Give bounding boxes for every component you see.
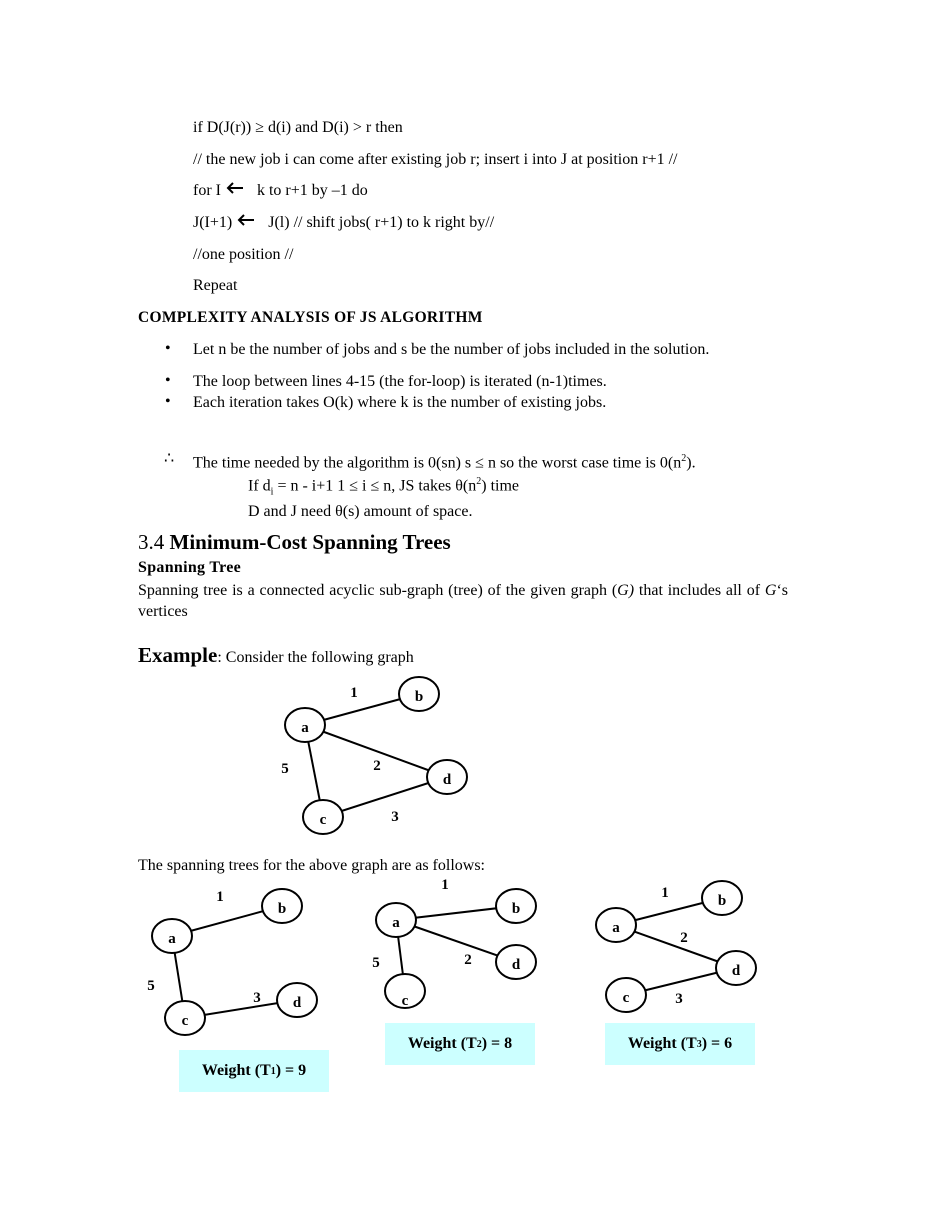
t3-weight-ab: 1 bbox=[661, 885, 669, 901]
if-di-middle: = n - i+1 1 ≤ i ≤ n, JS takes θ(n bbox=[273, 477, 477, 495]
definition-part-2: that includes all of bbox=[634, 582, 765, 599]
t3-weight-text-b: ) = 6 bbox=[701, 1035, 733, 1052]
t2-weight-sub: 2 bbox=[476, 1038, 482, 1050]
bullet-icon: • bbox=[165, 372, 171, 389]
bullet-item-1: Let n be the number of jobs and s be the number of jobs included in the solution. bbox=[193, 341, 710, 358]
t2-weight-ab: 1 bbox=[441, 877, 449, 893]
t1-weight-text-b: ) = 9 bbox=[275, 1062, 307, 1079]
spanning-trees-intro: The spanning trees for the above graph are as follows: bbox=[138, 857, 485, 874]
t3-label-c: c bbox=[622, 990, 630, 1006]
definition-part-1: Spanning tree is a connected acyclic sub-graph (tree) of the given graph ( bbox=[138, 582, 618, 599]
definition-g-2: G bbox=[764, 582, 777, 599]
code-line-4-start: J(I+1) bbox=[193, 214, 233, 231]
t1-label-a: a bbox=[168, 931, 176, 947]
t2-label-a: a bbox=[392, 915, 400, 931]
code-line-4-end: J(l) // shift jobs( r+1) to k right by// bbox=[268, 214, 495, 231]
t3-weight-cd: 3 bbox=[675, 991, 683, 1007]
t3-label-a: a bbox=[612, 920, 620, 936]
t2-weight-text-b: ) = 8 bbox=[481, 1035, 513, 1052]
if-di-start: If d bbox=[248, 477, 271, 495]
t1-label-c: c bbox=[181, 1013, 189, 1029]
node-label-b: b bbox=[414, 689, 424, 705]
t3-label-b: b bbox=[717, 893, 727, 909]
weight-box-t1 bbox=[179, 1050, 329, 1092]
space-line: D and J need θ(s) amount of space. bbox=[248, 503, 473, 520]
section-number: 3.4 bbox=[138, 530, 170, 554]
edge-weight-ad: 2 bbox=[373, 758, 381, 774]
node-label-a: a bbox=[301, 720, 309, 736]
t1-weight-cd: 3 bbox=[253, 990, 261, 1006]
t2-weight-text-a: Weight (T bbox=[407, 1035, 477, 1052]
code-line-3-start: for I bbox=[193, 182, 221, 199]
t1-label-b: b bbox=[277, 901, 287, 917]
code-line-3-end: k to r+1 by –1 do bbox=[256, 182, 368, 199]
worst-case-exponent: 2 bbox=[681, 453, 687, 464]
t1-weight-sub: 1 bbox=[270, 1065, 276, 1077]
node-label-c: c bbox=[319, 812, 327, 828]
node-label-d: d bbox=[442, 772, 452, 788]
example-text: : Consider the following graph bbox=[217, 649, 414, 666]
bullet-icon: • bbox=[165, 393, 171, 410]
t2-weight-ad: 2 bbox=[464, 952, 472, 968]
edge-weight-cd: 3 bbox=[391, 809, 399, 825]
bullet-item-3: Each iteration takes O(k) where k is the number of existing jobs. bbox=[193, 394, 607, 411]
weight-box-t2 bbox=[385, 1023, 535, 1065]
subheading-spanning-tree: Spanning Tree bbox=[138, 559, 242, 576]
weight-box-t3 bbox=[605, 1023, 755, 1065]
bullet-item-2: The loop between lines 4-15 (the for-loop) is iterated (n-1)times. bbox=[193, 373, 607, 390]
t2-label-b: b bbox=[511, 901, 521, 917]
tree-1 bbox=[152, 889, 317, 1035]
code-line-6: Repeat bbox=[193, 277, 238, 294]
t1-label-d: d bbox=[292, 995, 302, 1011]
edge-weight-ac: 5 bbox=[281, 761, 289, 777]
t1-weight-ab: 1 bbox=[216, 889, 224, 905]
if-di-subscript: i bbox=[270, 486, 274, 498]
example-label: Example bbox=[138, 643, 218, 667]
t1-weight-text-a: Weight (T bbox=[201, 1062, 271, 1079]
worst-case-end: ). bbox=[686, 454, 696, 472]
worst-case-text: The time needed by the algorithm is 0(sn) s ≤ n so the worst case time is 0(n bbox=[193, 454, 682, 472]
if-di-exponent: 2 bbox=[476, 476, 482, 487]
complexity-heading: COMPLEXITY ANALYSIS OF JS ALGORITHM bbox=[138, 309, 483, 326]
t2-label-d: d bbox=[511, 957, 521, 973]
t3-weight-ad: 2 bbox=[680, 930, 688, 946]
therefore-symbol: ∴ bbox=[164, 450, 175, 467]
t2-label-c: c bbox=[401, 993, 409, 1009]
code-line-2: // the new job i can come after existing job r; insert i into J at position r+1 // bbox=[193, 151, 678, 168]
t3-label-d: d bbox=[731, 963, 741, 979]
definition-g-1: G) bbox=[617, 582, 635, 599]
section-title: Minimum-Cost Spanning Trees bbox=[169, 530, 451, 554]
code-line-5: //one position // bbox=[193, 246, 294, 263]
definition-part-3: ‘s vertices bbox=[138, 582, 788, 620]
t1-weight-ac: 5 bbox=[147, 978, 155, 994]
t2-weight-ac: 5 bbox=[372, 955, 380, 971]
code-line-1: if D(J(r)) ≥ d(i) and D(i) > r then bbox=[193, 119, 403, 136]
t3-weight-text-a: Weight (T bbox=[627, 1035, 697, 1052]
edge-weight-ab: 1 bbox=[350, 685, 358, 701]
bullet-icon: • bbox=[165, 340, 171, 357]
main-graph bbox=[285, 677, 467, 834]
if-di-end: ) time bbox=[481, 477, 520, 495]
t3-weight-sub: 3 bbox=[696, 1038, 702, 1050]
